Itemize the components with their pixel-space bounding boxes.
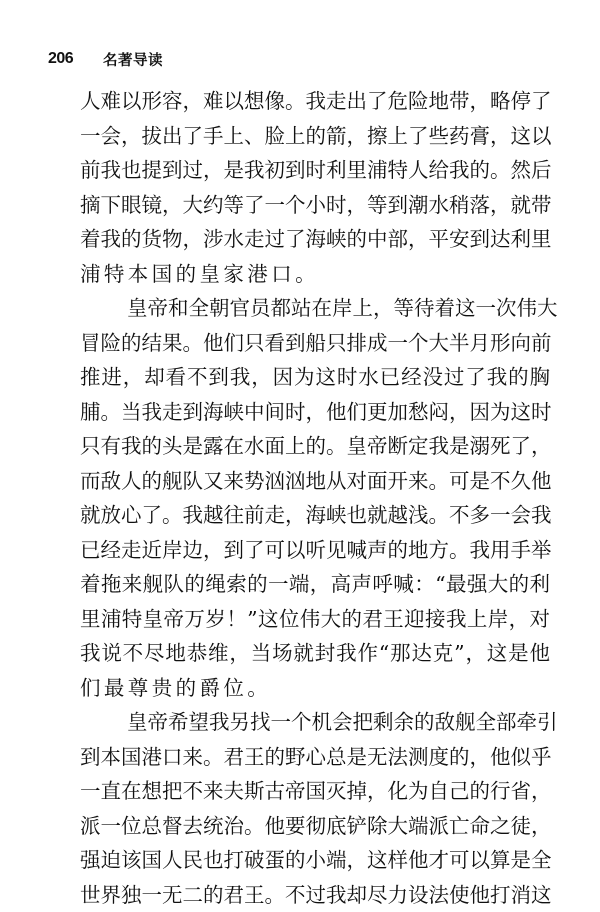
text-line: 冒险的结果。他们只看到船只排成一个大半月形向前 <box>80 326 550 361</box>
text-line: 世界独一无二的君王。不过我却尽力设法使他打消这 <box>80 878 550 912</box>
text-line: 人难以形容，难以想像。我走出了危险地带，略停了 <box>80 84 550 119</box>
paragraph <box>80 84 550 291</box>
text-line: 就放心了。我越往前走，海峡也就越浅。不多一会我 <box>80 498 550 533</box>
page-number: 206 <box>48 50 103 68</box>
body-text <box>80 84 550 912</box>
text-line: 着我的货物，涉水走过了海峡的中部，平安到达利里 <box>80 222 550 257</box>
text-line: 派一位总督去统治。他要彻底铲除大端派亡命之徒， <box>80 809 550 844</box>
text-line: 而敌人的舰队又来势汹汹地从对面开来。可是不久他 <box>80 464 550 499</box>
text-line: 们最尊贵的爵位。 <box>80 671 550 706</box>
text-line: 摘下眼镜，大约等了一个小时，等到潮水稍落，就带 <box>80 188 550 223</box>
text-line: 到本国港口来。君王的野心总是无法测度的，他似乎 <box>80 740 550 775</box>
book-title: 名著导读 <box>103 49 163 70</box>
text-line: 皇帝和全朝官员都站在岸上，等待着这一次伟大 <box>80 291 550 326</box>
text-line: 着拖来舰队的绳索的一端，高声呼喊：“最强大的利 <box>80 567 550 602</box>
paragraph <box>80 705 550 912</box>
text-line: 一直在想把不来夫斯古帝国灭掉，化为自己的行省， <box>80 774 550 809</box>
text-line: 我说不尽地恭维，当场就封我作“那达克”，这是他 <box>80 636 550 671</box>
text-line: 前我也提到过，是我初到时利里浦特人给我的。然后 <box>80 153 550 188</box>
text-line: 强迫该国人民也打破蛋的小端，这样他才可以算是全 <box>80 843 550 878</box>
running-head <box>48 49 163 69</box>
text-line: 里浦特皇帝万岁！”这位伟大的君王迎接我上岸，对 <box>80 602 550 637</box>
text-line: 皇帝希望我另找一个机会把剩余的敌舰全部牵引 <box>80 705 550 740</box>
text-line: 脯。当我走到海峡中间时，他们更加愁闷，因为这时 <box>80 395 550 430</box>
text-line: 推进，却看不到我，因为这时水已经没过了我的胸 <box>80 360 550 395</box>
text-line: 只有我的头是露在水面上的。皇帝断定我是溺死了， <box>80 429 550 464</box>
text-line: 已经走近岸边，到了可以听见喊声的地方。我用手举 <box>80 533 550 568</box>
text-line: 浦特本国的皇家港口。 <box>80 257 550 292</box>
paragraph <box>80 291 550 705</box>
text-line: 一会，拔出了手上、脸上的箭，擦上了些药膏，这以 <box>80 119 550 154</box>
